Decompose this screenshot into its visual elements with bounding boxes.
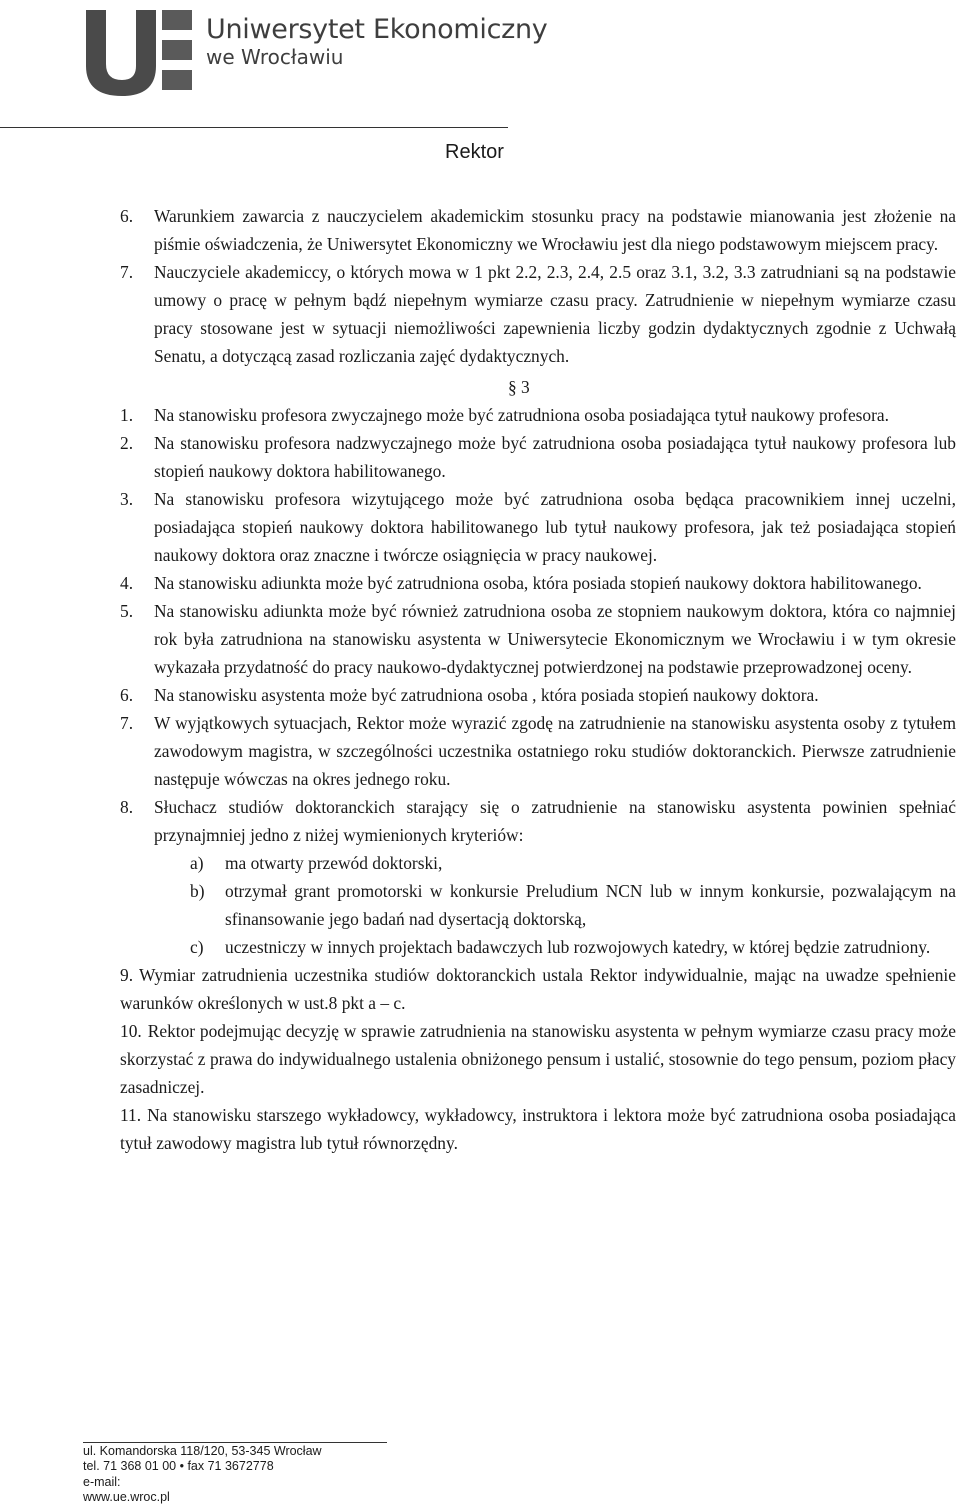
item-number: 7. (120, 713, 134, 733)
item-text: Warunkiem zawarcia z nauczycielem akademickim stosunku pracy na podstawie mianowania jest złożenie na piśmie oświadczenia, że Uniwersytet Ekonomiczny we Wrocławiu jest dla niego podstawowym miejscem pracy. (154, 206, 956, 254)
document-body (120, 202, 956, 1157)
logo-university-city: we Wrocławiu (206, 45, 344, 69)
item-text: Na stanowisku profesora zwyczajnego może być zatrudniona osoba posiadająca tytuł naukowy profesora. (154, 405, 889, 425)
list-item (120, 569, 956, 597)
list-item (120, 681, 956, 709)
list-item (120, 202, 956, 258)
paragraph-item (120, 961, 956, 1017)
footer-email-label: e-mail: (83, 1474, 121, 1489)
list-item (120, 401, 956, 429)
item-text: Na stanowisku asystenta może być zatrudniona osoba , która posiada stopień naukowy doktora. (154, 685, 819, 705)
item-number: 6. (120, 206, 134, 226)
item-text: Na stanowisku starszego wykładowcy, wykładowcy, instruktora i lektora może być zatrudniona osoba posiadająca tytuł zawodowy magistra lub tytuł równorzędny. (120, 1105, 956, 1153)
criteria-text: otrzymał grant promotorski w konkursie Preludium NCN lub w innym konkursie, pozwalającym na sfinansowanie jego badań nad dysertacją doktorską, (225, 881, 956, 929)
item-number: 11. (120, 1105, 142, 1125)
item-text: Słuchacz studiów doktoranckich starający się o zatrudnienie na stanowisku asystenta powinien spełniać przynajmniej jedno z niżej wymienionych kryteriów: (154, 797, 956, 845)
criteria-item (120, 877, 956, 933)
item-number: 1. (120, 405, 134, 425)
item-number: 8. (120, 797, 134, 817)
criteria-item (120, 933, 956, 961)
item-text: Na stanowisku profesora nadzwyczajnego może być zatrudniona osoba posiadająca tytuł naukowy profesora lub stopień naukowy doktora habilitowanego. (154, 433, 956, 481)
item-text: Na stanowisku adiunkta może być również zatrudniona osoba ze stopniem naukowym doktora, która co najmniej rok była zatrudniona na stanowisku asystenta w Uniwersytecie Ekonomicznym we Wrocławiu i w tym okresie wykazała przydatność do pracy naukowo-dydaktycznej potwierdzonej na podstawie przeprowadzonej oceny. (154, 601, 956, 677)
criteria-text: ma otwarty przewód doktorski, (225, 853, 443, 873)
criteria-item (120, 849, 956, 877)
criteria-letter: c) (190, 937, 204, 957)
section-heading: § 3 (508, 377, 530, 397)
item-number: 10. (120, 1021, 142, 1041)
criteria-letter: a) (190, 853, 204, 873)
list-item (120, 793, 956, 849)
item-number: 4. (120, 573, 134, 593)
list-item (120, 597, 956, 681)
footer-phone: tel. 71 368 01 00 • fax 71 3672778 (83, 1459, 274, 1474)
university-logo-icon (84, 6, 194, 98)
list-item (120, 429, 956, 485)
item-text: Rektor podejmując decyzję w sprawie zatrudnienia na stanowisku asystenta w pełnym wymiarze czasu pracy może skorzystać z prawa do indywidualnego ustalenia obniżonego pensum i ustalić, stosownie do tego pensum, poziom płacy zasadniczej. (120, 1021, 956, 1097)
item-text: Na stanowisku adiunkta może być zatrudniona osoba, która posiada stopień naukowy doktora habilitowanego. (154, 573, 922, 593)
item-number: 2. (120, 433, 134, 453)
criteria-letter: b) (190, 881, 205, 901)
item-number: 9. (120, 965, 134, 985)
footer-divider (83, 1442, 387, 1443)
list-item (120, 485, 956, 569)
criteria-text: uczestniczy w innych projektach badawczych lub rozwojowych katedry, w której będzie zatrudniony. (225, 937, 931, 957)
item-number: 5. (120, 601, 134, 621)
item-number: 7. (120, 262, 134, 282)
item-text: W wyjątkowych sytuacjach, Rektor może wyrazić zgodę na zatrudnienie na stanowisku asystenta osoby z tytułem zawodowym magistra, w szczególności uczestnika ostatniego roku studiów doktoranckich. Pierwsze zatrudnienie następuje wówczas na okres jednego roku. (154, 713, 956, 789)
section-number: 3 (521, 377, 530, 397)
list-item (120, 258, 956, 370)
item-text: Wymiar zatrudnienia uczestnika studiów doktoranckich ustala Rektor indywidualnie, mając na uwadze spełnienie warunków określonych w ust.8 pkt a – c. (120, 965, 956, 1013)
item-text: Na stanowisku profesora wizytującego może być zatrudniona osoba będąca pracownikiem innej uczelni, posiadająca stopień naukowy doktora habilitowanego lub tytuł naukowy profesora, jak też posiadająca stopień naukowy doktora oraz znaczne i twórcze osiągnięcia w pracy naukowej. (154, 489, 956, 565)
header-divider (0, 127, 508, 128)
list-item (120, 709, 956, 793)
footer-contact (83, 1444, 322, 1506)
footer-address: ul. Komandorska 118/120, 53-345 Wrocław (83, 1444, 322, 1458)
item-number: 6. (120, 685, 134, 705)
item-number: 3. (120, 489, 134, 509)
header-title: Rektor (445, 141, 504, 163)
logo-university-name: Uniwersytet Ekonomiczny (206, 14, 548, 45)
paragraph-item (120, 1101, 956, 1157)
paragraph-item (120, 1017, 956, 1101)
item-text: Nauczyciele akademiccy, o których mowa w 1 pkt 2.2, 2.3, 2.4, 2.5 oraz 3.1, 3.2, 3.3 zatrudniani są na podstawie umowy o pracę w pełnym bądź niepełnym wymiarze czasu pracy. Zatrudnienie w niepełnym wymiarze czasu pracy stosowane jest w sytuacji niemożliwości zapewnienia liczby godzin dydaktycznych zgodnie z Uchwałą Senatu, a dotyczącą zasad rozliczania zajęć dydaktycznych. (154, 262, 956, 366)
footer-website-link[interactable]: www.ue.wroc.pl (83, 1490, 170, 1505)
